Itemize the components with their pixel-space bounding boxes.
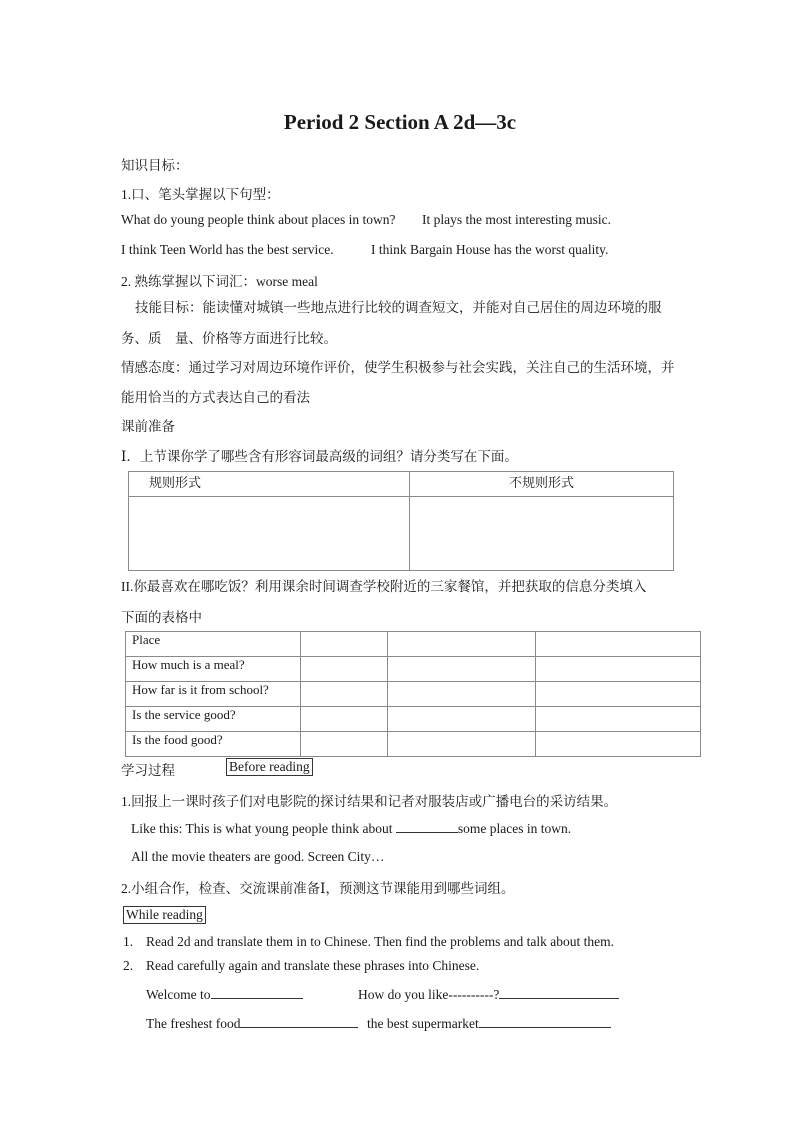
survey-cell[interactable] xyxy=(301,632,388,657)
table1-cell-regular[interactable] xyxy=(129,497,410,571)
objective-item-1: 1.口、笔头掌握以下句型： xyxy=(121,187,280,202)
phrase-how-do-you-like-blank[interactable] xyxy=(499,986,619,999)
sentence-1b: It plays the most interesting music. xyxy=(422,212,611,227)
skill-objective-line-1: 技能目标：能读懂对城镇一些地点进行比较的调查短文，并能对自己居住的周边环境的服 xyxy=(135,300,662,315)
phrase-how-do-you-like-text: How do you like----------? xyxy=(358,987,500,1002)
preparation-task-2-line-2: 下面的表格中 xyxy=(121,610,202,625)
survey-row-label: How far is it from school? xyxy=(126,682,301,707)
before-reading-label: Before reading xyxy=(226,758,313,776)
process-step-2: 2.小组合作，检查、交流课前准备Ⅰ，预测这节课能用到哪些词组。 xyxy=(121,881,515,896)
survey-cell[interactable] xyxy=(301,707,388,732)
survey-cell[interactable] xyxy=(301,682,388,707)
survey-row-label: Is the food good? xyxy=(126,732,301,757)
survey-cell[interactable] xyxy=(536,682,701,707)
attitude-objective-line-2: 能用恰当的方式表达自己的看法 xyxy=(121,390,310,405)
page-title: Period 2 Section A 2d—3c xyxy=(283,110,517,134)
table1-header-irregular: 不规则形式 xyxy=(410,472,674,497)
survey-cell[interactable] xyxy=(536,707,701,732)
phrase-freshest-food xyxy=(146,1015,358,1032)
phrase-best-supermarket xyxy=(367,1015,611,1032)
phrase-welcome xyxy=(146,986,303,1003)
while-reading-item-2: Read carefully again and translate these phrases into Chinese. xyxy=(146,958,480,973)
like-this-text-b: some places in town. xyxy=(457,821,572,836)
attitude-objective-line-1: 情感态度：通过学习对周边环境作评价，使学生积极参与社会实践，关注自己的生活环境，并 xyxy=(121,360,675,375)
survey-cell[interactable] xyxy=(536,657,701,682)
while-reading-item-1: Read 2d and translate them in to Chinese. Then find the problems and talk about them. xyxy=(146,934,615,949)
survey-cell[interactable] xyxy=(301,657,388,682)
survey-row-label: How much is a meal? xyxy=(126,657,301,682)
survey-cell[interactable] xyxy=(388,682,536,707)
restaurant-survey-table xyxy=(125,631,701,757)
sentence-1a: What do young people think about places in town? xyxy=(121,212,396,227)
survey-row-label: Is the service good? xyxy=(126,707,301,732)
sentence-2a: I think Teen World has the best service. xyxy=(121,242,334,257)
while-reading-item-1-number: 1. xyxy=(123,934,134,949)
skill-objective-line-2: 务、质 量、价格等方面进行比较。 xyxy=(121,331,337,346)
preparation-heading: 课前准备 xyxy=(121,419,175,434)
preparation-task-2-line-1: II.你最喜欢在哪吃饭？利用课余时间调查学校附近的三家餐馆，并把获取的信息分类填入 xyxy=(121,579,647,594)
phrase-freshest-food-text: The freshest food xyxy=(146,1016,241,1031)
example-sentence: All the movie theaters are good. Screen City… xyxy=(131,849,385,864)
like-this-sentence xyxy=(131,820,571,837)
phrase-best-supermarket-text: the best supermarket xyxy=(367,1016,479,1031)
survey-cell[interactable] xyxy=(536,632,701,657)
process-heading: 学习过程 xyxy=(121,763,175,778)
phrase-best-supermarket-blank[interactable] xyxy=(479,1015,611,1028)
phrase-welcome-blank[interactable] xyxy=(211,986,303,999)
phrase-how-do-you-like xyxy=(358,986,619,1003)
superlative-table xyxy=(128,471,674,571)
phrase-freshest-food-blank[interactable] xyxy=(240,1015,358,1028)
knowledge-heading: 知识目标： xyxy=(121,158,189,173)
survey-cell[interactable] xyxy=(388,707,536,732)
survey-cell[interactable] xyxy=(388,732,536,757)
like-this-blank[interactable] xyxy=(396,820,458,833)
survey-cell[interactable] xyxy=(301,732,388,757)
objective-item-2: 2. 熟练掌握以下词汇：worse meal xyxy=(121,274,318,289)
sentence-2b: I think Bargain House has the worst quality. xyxy=(371,242,609,257)
while-reading-item-2-number: 2. xyxy=(123,958,134,973)
table1-cell-irregular[interactable] xyxy=(410,497,674,571)
preparation-task-1: Ⅰ．上节课你学了哪些含有形容词最高级的词组？请分类写在下面。 xyxy=(121,449,518,464)
while-reading-label: While reading xyxy=(123,906,206,924)
survey-cell[interactable] xyxy=(388,657,536,682)
phrase-welcome-text: Welcome to xyxy=(146,987,211,1002)
process-step-1: 1.回报上一课时孩子们对电影院的探讨结果和记者对服装店或广播电台的采访结果。 xyxy=(121,794,618,809)
survey-row-label: Place xyxy=(126,632,301,657)
like-this-text-a: Like this: This is what young people think about xyxy=(131,821,393,836)
survey-cell[interactable] xyxy=(536,732,701,757)
table1-header-regular: 规则形式 xyxy=(129,472,410,497)
survey-cell[interactable] xyxy=(388,632,536,657)
